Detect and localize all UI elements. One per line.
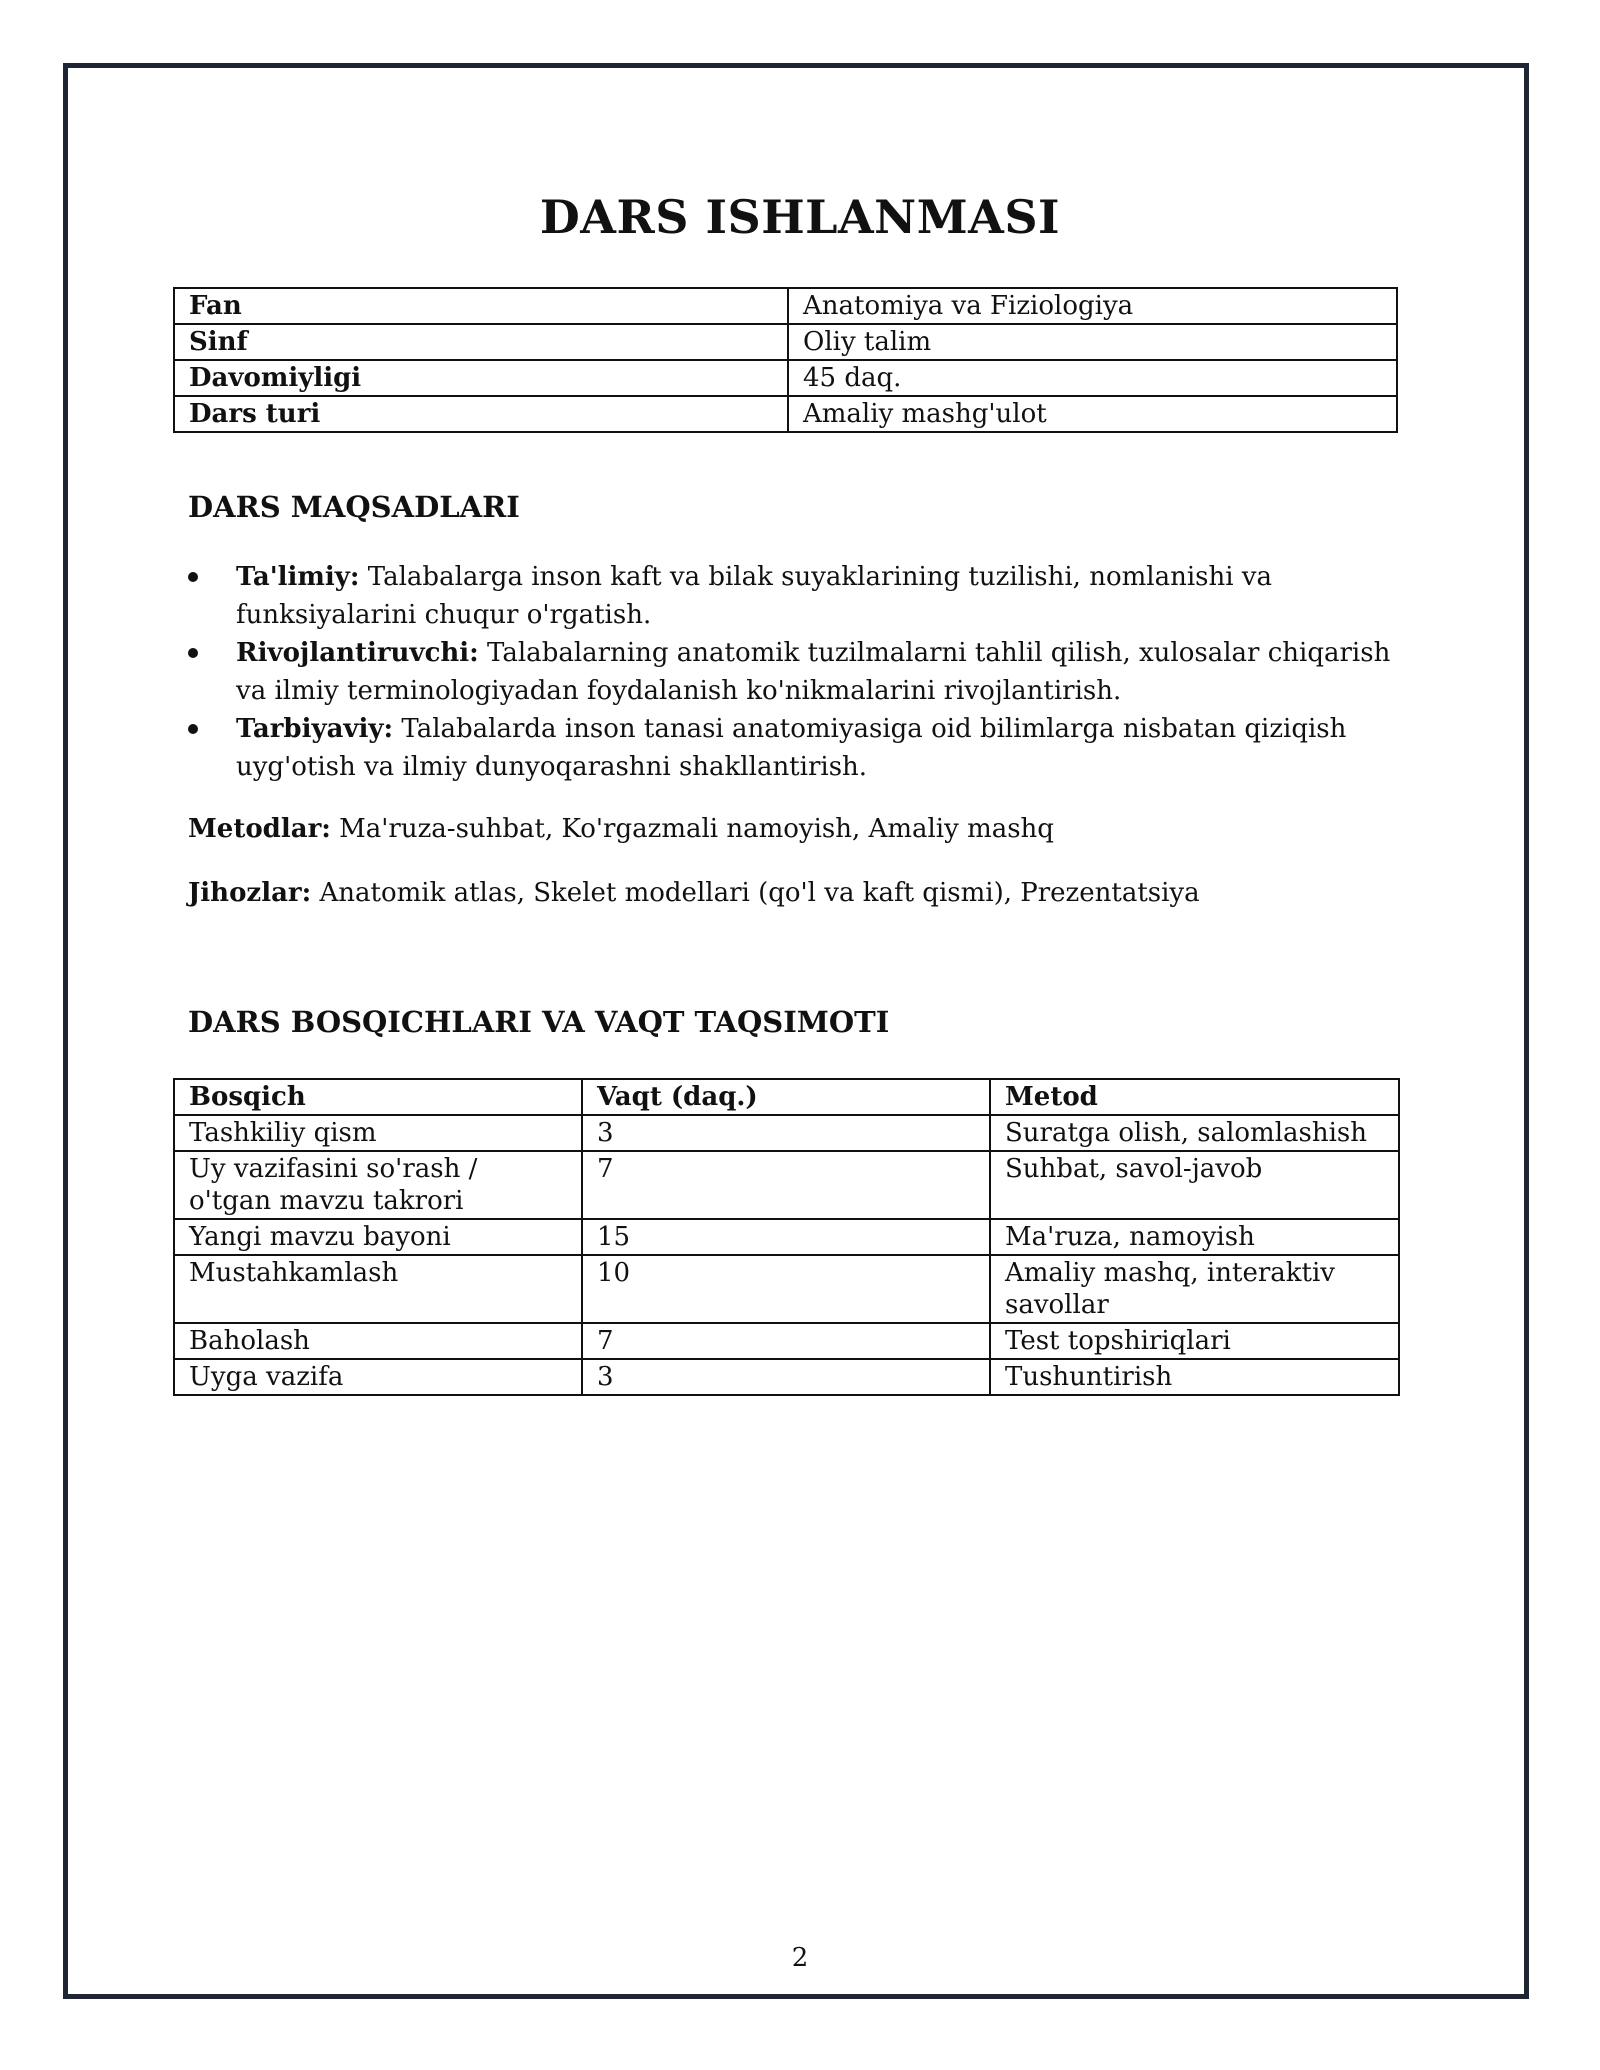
goal-text: Talabalarning anatomik tuzilmalarni tahlil qilish, xulosalar chiqarish va ilmiy terminologiyadan foydalanish ko'nikmalarini rivojlantirish. [236,638,1391,706]
table-cell: Baholash [174,1323,582,1359]
table-cell: Uy vazifasini so'rash / o'tgan mavzu takrori [174,1151,582,1219]
info-label: Fan [174,288,788,324]
column-header: Bosqich [174,1079,582,1115]
table-row [174,396,1397,432]
info-value: Anatomiya va Fiziologiya [788,288,1397,324]
info-label: Dars turi [174,396,788,432]
info-label: Sinf [174,324,788,360]
table-cell: Yangi mavzu bayoni [174,1219,582,1255]
table-cell: Uyga vazifa [174,1359,582,1395]
table-cell: Tashkiliy qism [174,1115,582,1151]
table-cell: Test topshiriqlari [990,1323,1399,1359]
table-cell: 3 [582,1359,990,1395]
list-item [188,634,1398,710]
column-header: Metod [990,1079,1399,1115]
table-cell: 3 [582,1115,990,1151]
table-cell: Suratga olish, salomlashish [990,1115,1399,1151]
stages-table [173,1078,1400,1396]
table-row [174,288,1397,324]
goal-label: Ta'limiy: [236,562,360,592]
table-cell: 7 [582,1151,990,1219]
table-row [174,1359,1399,1395]
goal-text: Talabalarda inson tanasi anatomiyasiga oid bilimlarga nisbatan qiziqish uyg'otish va ilmiy dunyoqarashni shakllantirish. [236,714,1347,782]
table-cell: 7 [582,1323,990,1359]
goal-text: Talabalarga inson kaft va bilak suyaklarining tuzilishi, nomlanishi va funksiyalarini chuqur o'rgatish. [236,562,1272,630]
table-cell: Mustahkamlash [174,1255,582,1323]
list-item [188,558,1398,634]
column-header: Vaqt (daq.) [582,1079,990,1115]
equipment-text: Anatomik atlas, Skelet modellari (qo'l va kaft qismi), Prezentatsiya [319,878,1200,908]
page-number: 2 [791,1943,809,1973]
methods-line [188,812,1054,846]
info-label: Davomiyligi [174,360,788,396]
table-row [174,1115,1399,1151]
methods-text: Ma'ruza-suhbat, Ko'rgazmali namoyish, Amaliy mashq [339,814,1054,844]
lesson-info-table [173,287,1398,433]
table-row [174,324,1397,360]
list-item [188,710,1398,786]
table-row [174,1323,1399,1359]
table-row [174,1255,1399,1323]
goal-label: Tarbiyaviy: [236,714,394,744]
equipment-line [188,876,1200,910]
table-cell: 15 [582,1219,990,1255]
goals-heading: DARS MAQSADLARI [188,490,520,524]
table-cell: Tushuntirish [990,1359,1399,1395]
methods-label: Metodlar: [188,814,331,844]
info-value: 45 daq. [788,360,1397,396]
table-row [174,360,1397,396]
table-cell: Amaliy mashq, interaktiv savollar [990,1255,1399,1323]
table-header-row [174,1079,1399,1115]
table-row [174,1151,1399,1219]
table-row [174,1219,1399,1255]
equipment-label: Jihozlar: [188,878,312,908]
table-cell: Ma'ruza, namoyish [990,1219,1399,1255]
stages-heading: DARS BOSQICHLARI VA VAQT TAQSIMOTI [188,1005,890,1039]
goal-label: Rivojlantiruvchi: [236,638,479,668]
document-title: DARS ISHLANMASI [539,190,1061,244]
table-cell: 10 [582,1255,990,1323]
info-value: Amaliy mashg'ulot [788,396,1397,432]
info-value: Oliy talim [788,324,1397,360]
goals-list [188,558,1398,786]
table-cell: Suhbat, savol-javob [990,1151,1399,1219]
